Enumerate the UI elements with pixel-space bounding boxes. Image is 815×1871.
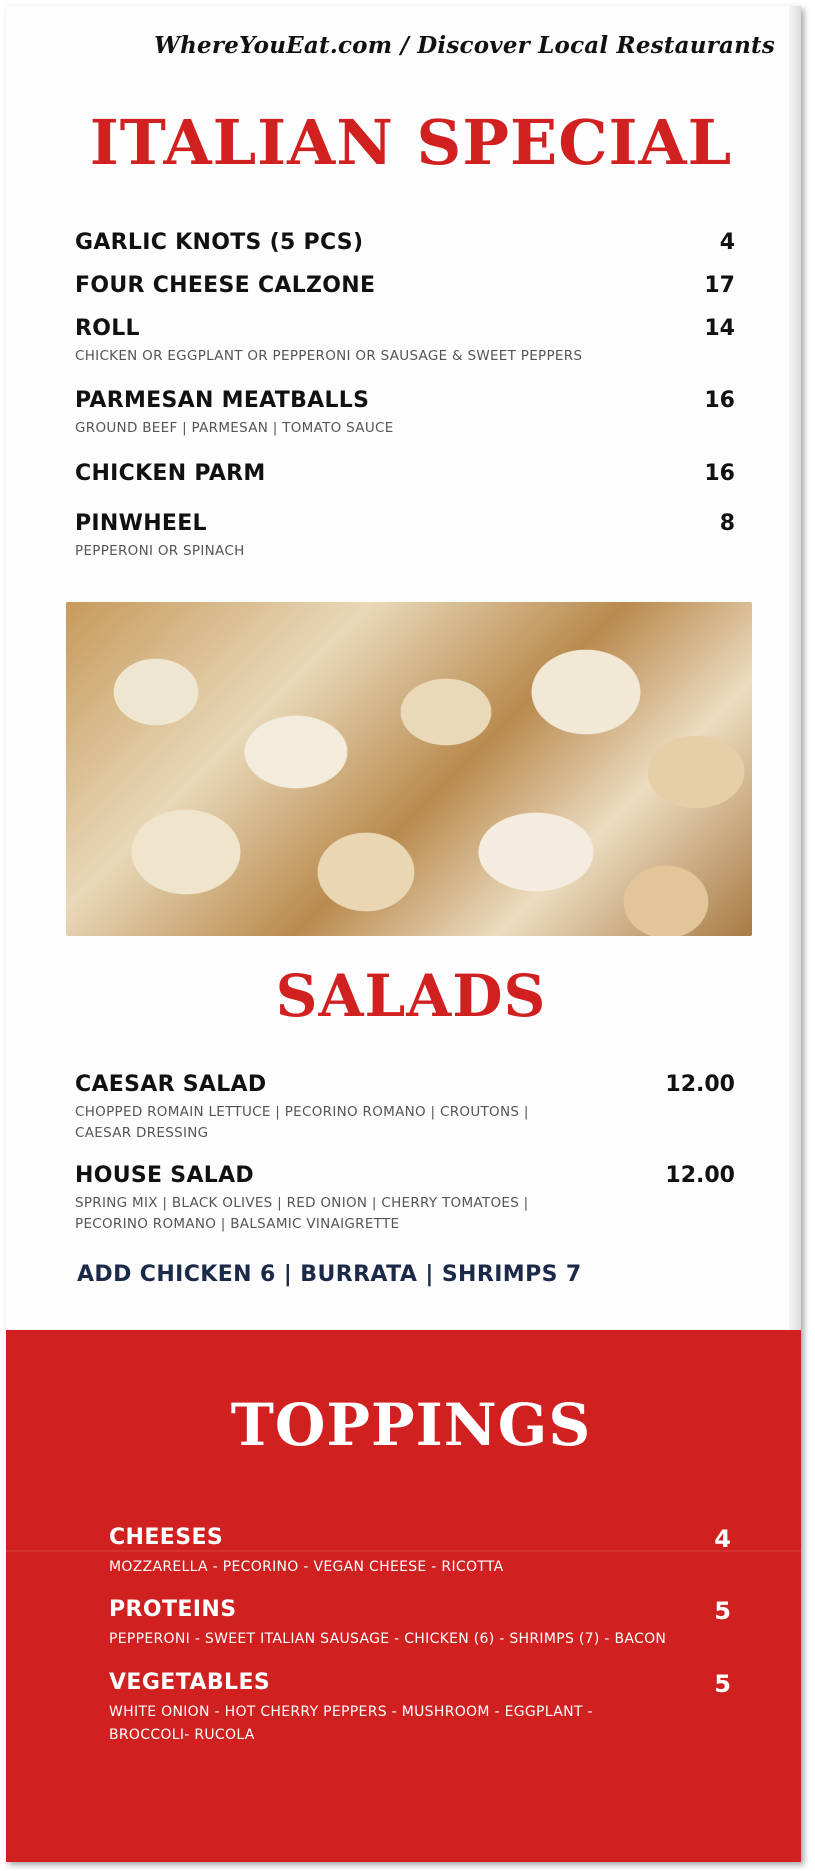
- item-price: 12.00: [665, 1163, 735, 1188]
- topping-vegetables: [109, 1670, 731, 1747]
- item-description: PEPPERONI OR SPINACH: [75, 543, 245, 559]
- item-name: PINWHEEL: [75, 511, 207, 536]
- site-watermark: WhereYouEat.com / Discover Local Restaurants: [154, 32, 775, 59]
- item-price: 14: [704, 316, 735, 341]
- topping-description: MOZZARELLA - PECORINO - VEGAN CHEESE - RICOTTA: [109, 1559, 504, 1575]
- topping-description-line: WHITE ONION - HOT CHERRY PEPPERS - MUSHROOM - EGGPLANT -: [109, 1704, 593, 1720]
- topping-proteins: [109, 1597, 731, 1651]
- item-name: ROLL: [75, 316, 140, 341]
- menu-item-parmesan-meatballs: [75, 388, 735, 439]
- item-description: CHICKEN OR EGGPLANT OR PEPPERONI OR SAUSAGE & SWEET PEPPERS: [75, 348, 583, 364]
- topping-name: CHEESES: [109, 1525, 224, 1550]
- topping-description-line: BROCCOLI- RUCOLA: [109, 1727, 255, 1743]
- item-price: 8: [719, 511, 735, 536]
- item-price: 16: [704, 388, 735, 413]
- item-description: [75, 1193, 735, 1235]
- garlic-knots-photo: [66, 602, 752, 936]
- item-price: 17: [704, 273, 735, 298]
- item-price: 16: [704, 461, 735, 486]
- item-price: 12.00: [665, 1072, 735, 1097]
- item-price: 4: [719, 230, 735, 255]
- menu-item-caesar-salad: [75, 1072, 735, 1144]
- item-name: CHICKEN PARM: [75, 461, 266, 486]
- item-name: HOUSE SALAD: [75, 1163, 254, 1188]
- topping-price: 5: [714, 1597, 731, 1625]
- item-description: GROUND BEEF | PARMESAN | TOMATO SAUCE: [75, 420, 394, 436]
- italian-special-title: ITALIAN SPECIAL: [89, 106, 733, 179]
- item-description-line: CHOPPED ROMAIN LETTUCE | PECORINO ROMANO | CROUTONS |: [75, 1104, 529, 1120]
- item-description-line: PECORINO ROMANO | BALSAMIC VINAIGRETTE: [75, 1216, 400, 1232]
- toppings-title: TOPPINGS: [230, 1391, 592, 1459]
- menu-item-house-salad: [75, 1163, 735, 1235]
- item-name: FOUR CHEESE CALZONE: [75, 273, 376, 298]
- topping-name: PROTEINS: [109, 1597, 237, 1622]
- item-description-line: SPRING MIX | BLACK OLIVES | RED ONION | CHERRY TOMATOES |: [75, 1195, 529, 1211]
- item-name: PARMESAN MEATBALLS: [75, 388, 370, 413]
- menu-item-garlic-knots: [75, 230, 735, 255]
- topping-cheeses: [109, 1525, 731, 1579]
- menu-item-pinwheel: [75, 511, 735, 562]
- salads-title: SALADS: [275, 962, 547, 1030]
- item-description-line: CAESAR DRESSING: [75, 1125, 209, 1141]
- menu-item-chicken-parm: [75, 461, 735, 486]
- item-name: GARLIC KNOTS (5 PCS): [75, 230, 364, 255]
- item-name: CAESAR SALAD: [75, 1072, 267, 1097]
- topping-description: [109, 1701, 731, 1747]
- salad-addons: ADD CHICKEN 6 | BURRATA | SHRIMPS 7: [77, 1262, 582, 1287]
- menu-item-four-cheese-calzone: [75, 273, 735, 298]
- item-description: [75, 1102, 735, 1144]
- topping-description: PEPPERONI - SWEET ITALIAN SAUSAGE - CHICKEN (6) - SHRIMPS (7) - BACON: [109, 1631, 667, 1647]
- menu-item-roll: [75, 316, 735, 367]
- topping-price: 4: [714, 1525, 731, 1553]
- topping-price: 5: [714, 1670, 731, 1698]
- topping-name: VEGETABLES: [109, 1670, 271, 1695]
- menu-page: [6, 6, 801, 1862]
